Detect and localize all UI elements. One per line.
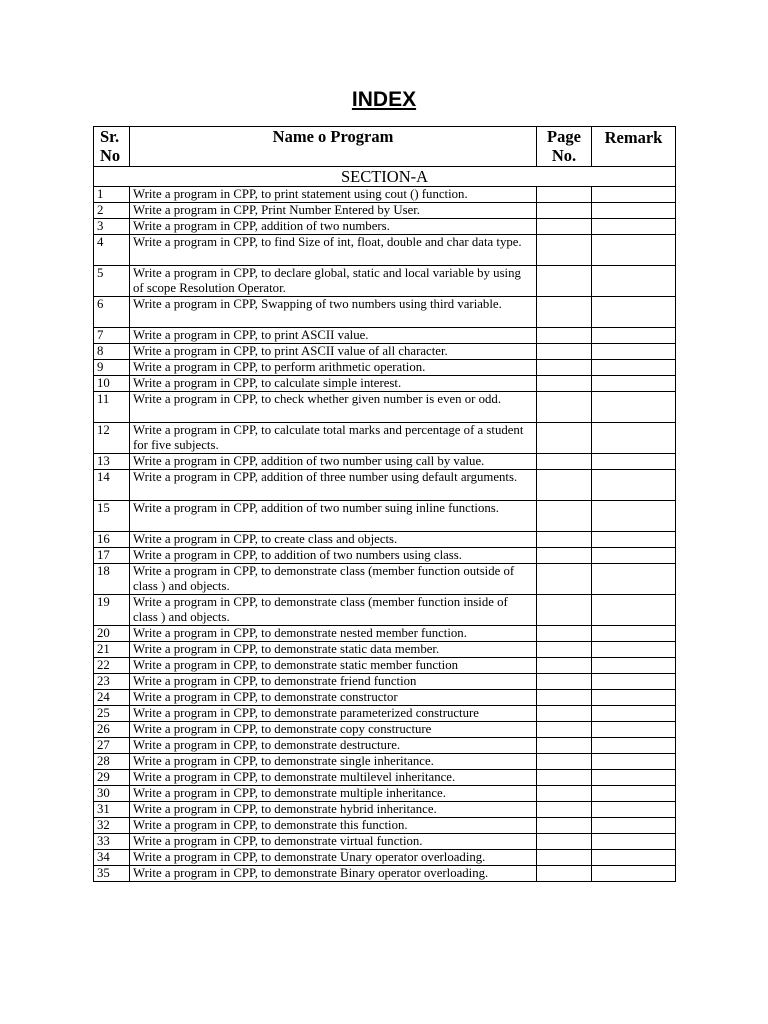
table-row	[94, 235, 676, 266]
row-remark	[592, 770, 676, 786]
row-program-name: Write a program in CPP, addition of two number using call by value.	[130, 454, 537, 470]
table-row	[94, 548, 676, 564]
row-sr-no: 12	[94, 423, 130, 454]
row-sr-no: 25	[94, 706, 130, 722]
row-sr-no: 24	[94, 690, 130, 706]
table-row	[94, 470, 676, 501]
table-row	[94, 564, 676, 595]
row-program-name: Write a program in CPP, to demonstrate multiple inheritance.	[130, 786, 537, 802]
row-sr-no: 23	[94, 674, 130, 690]
row-program-name: Write a program in CPP, to find Size of int, float, double and char data type.	[130, 235, 537, 266]
row-sr-no: 15	[94, 501, 130, 532]
row-page-no	[537, 595, 592, 626]
row-program-name: Write a program in CPP, to declare global, static and local variable by using of scope Resolution Operator.	[130, 266, 537, 297]
header-page-no: Page No.	[537, 127, 592, 167]
table-row	[94, 706, 676, 722]
row-program-name: Write a program in CPP, to check whether given number is even or odd.	[130, 392, 537, 423]
row-sr-no: 28	[94, 754, 130, 770]
table-row	[94, 738, 676, 754]
row-sr-no: 33	[94, 834, 130, 850]
row-program-name: Write a program in CPP, Print Number Entered by User.	[130, 203, 537, 219]
table-row	[94, 501, 676, 532]
row-remark	[592, 786, 676, 802]
row-program-name: Write a program in CPP, to demonstrate this function.	[130, 818, 537, 834]
row-remark	[592, 548, 676, 564]
row-page-no	[537, 818, 592, 834]
row-page-no	[537, 642, 592, 658]
row-program-name: Write a program in CPP, to demonstrate hybrid inheritance.	[130, 802, 537, 818]
table-row	[94, 344, 676, 360]
row-remark	[592, 532, 676, 548]
row-sr-no: 13	[94, 454, 130, 470]
row-page-no	[537, 658, 592, 674]
row-page-no	[537, 850, 592, 866]
table-row	[94, 866, 676, 882]
row-program-name: Write a program in CPP, to calculate total marks and percentage of a student for five subjects.	[130, 423, 537, 454]
row-remark	[592, 595, 676, 626]
row-page-no	[537, 564, 592, 595]
row-sr-no: 8	[94, 344, 130, 360]
row-sr-no: 10	[94, 376, 130, 392]
row-page-no	[537, 548, 592, 564]
row-page-no	[537, 722, 592, 738]
row-page-no	[537, 470, 592, 501]
row-page-no	[537, 690, 592, 706]
row-remark	[592, 564, 676, 595]
table-row	[94, 392, 676, 423]
row-program-name: Write a program in CPP, to demonstrate static member function	[130, 658, 537, 674]
row-sr-no: 3	[94, 219, 130, 235]
row-remark	[592, 706, 676, 722]
table-row	[94, 850, 676, 866]
section-heading: SECTION-A	[94, 167, 676, 187]
row-sr-no: 32	[94, 818, 130, 834]
row-remark	[592, 423, 676, 454]
row-page-no	[537, 297, 592, 328]
row-page-no	[537, 266, 592, 297]
row-program-name: Write a program in CPP, to print ASCII value.	[130, 328, 537, 344]
row-remark	[592, 690, 676, 706]
table-row	[94, 266, 676, 297]
row-sr-no: 29	[94, 770, 130, 786]
row-page-no	[537, 754, 592, 770]
row-sr-no: 21	[94, 642, 130, 658]
table-row	[94, 754, 676, 770]
row-remark	[592, 674, 676, 690]
table-body	[94, 167, 676, 882]
table-row	[94, 297, 676, 328]
row-page-no	[537, 786, 592, 802]
row-program-name: Write a program in CPP, addition of three number using default arguments.	[130, 470, 537, 501]
row-page-no	[537, 706, 592, 722]
page-title: INDEX	[351, 88, 417, 111]
row-sr-no: 7	[94, 328, 130, 344]
row-remark	[592, 454, 676, 470]
row-sr-no: 31	[94, 802, 130, 818]
row-remark	[592, 219, 676, 235]
row-remark	[592, 642, 676, 658]
row-page-no	[537, 344, 592, 360]
row-program-name: Write a program in CPP, to demonstrate parameterized constructure	[130, 706, 537, 722]
row-program-name: Write a program in CPP, to demonstrate static data member.	[130, 642, 537, 658]
row-page-no	[537, 360, 592, 376]
row-sr-no: 16	[94, 532, 130, 548]
row-page-no	[537, 203, 592, 219]
row-program-name: Write a program in CPP, to print ASCII value of all character.	[130, 344, 537, 360]
row-remark	[592, 470, 676, 501]
row-remark	[592, 203, 676, 219]
table-row	[94, 658, 676, 674]
row-sr-no: 30	[94, 786, 130, 802]
row-sr-no: 27	[94, 738, 130, 754]
row-page-no	[537, 770, 592, 786]
row-program-name: Write a program in CPP, to demonstrate multilevel inheritance.	[130, 770, 537, 786]
row-page-no	[537, 423, 592, 454]
table-row	[94, 626, 676, 642]
row-program-name: Write a program in CPP, Swapping of two numbers using third variable.	[130, 297, 537, 328]
table-row	[94, 376, 676, 392]
header-name-of-program: Name o Program	[130, 127, 537, 167]
table-row	[94, 802, 676, 818]
row-program-name: Write a program in CPP, to demonstrate single inheritance.	[130, 754, 537, 770]
row-remark	[592, 738, 676, 754]
row-program-name: Write a program in CPP, to demonstrate nested member function.	[130, 626, 537, 642]
row-remark	[592, 360, 676, 376]
table-row	[94, 786, 676, 802]
row-program-name: Write a program in CPP, to addition of two numbers using class.	[130, 548, 537, 564]
row-remark	[592, 235, 676, 266]
row-sr-no: 5	[94, 266, 130, 297]
row-program-name: Write a program in CPP, to demonstrate Binary operator overloading.	[130, 866, 537, 882]
row-sr-no: 18	[94, 564, 130, 595]
row-page-no	[537, 454, 592, 470]
row-remark	[592, 187, 676, 203]
row-program-name: Write a program in CPP, to create class and objects.	[130, 532, 537, 548]
row-sr-no: 2	[94, 203, 130, 219]
row-program-name: Write a program in CPP, to demonstrate class (member function inside of class ) and objects.	[130, 595, 537, 626]
table-row	[94, 674, 676, 690]
table-row	[94, 770, 676, 786]
row-sr-no: 26	[94, 722, 130, 738]
row-page-no	[537, 376, 592, 392]
row-page-no	[537, 187, 592, 203]
row-page-no	[537, 674, 592, 690]
table-row	[94, 642, 676, 658]
row-sr-no: 17	[94, 548, 130, 564]
table-row	[94, 219, 676, 235]
row-remark	[592, 297, 676, 328]
table-row	[94, 722, 676, 738]
row-sr-no: 14	[94, 470, 130, 501]
table-row	[94, 595, 676, 626]
row-remark	[592, 722, 676, 738]
row-page-no	[537, 219, 592, 235]
row-program-name: Write a program in CPP, to perform arithmetic operation.	[130, 360, 537, 376]
row-remark	[592, 834, 676, 850]
table-header	[94, 127, 676, 167]
table-row	[94, 423, 676, 454]
table-row	[94, 532, 676, 548]
row-remark	[592, 802, 676, 818]
table-row	[94, 454, 676, 470]
row-remark	[592, 866, 676, 882]
row-page-no	[537, 626, 592, 642]
row-sr-no: 6	[94, 297, 130, 328]
row-remark	[592, 818, 676, 834]
row-sr-no: 35	[94, 866, 130, 882]
row-program-name: Write a program in CPP, to demonstrate virtual function.	[130, 834, 537, 850]
row-sr-no: 34	[94, 850, 130, 866]
row-sr-no: 9	[94, 360, 130, 376]
table-row	[94, 203, 676, 219]
row-program-name: Write a program in CPP, to demonstrate class (member function outside of class ) and objects.	[130, 564, 537, 595]
row-sr-no: 19	[94, 595, 130, 626]
row-remark	[592, 754, 676, 770]
row-sr-no: 22	[94, 658, 130, 674]
section-row	[94, 167, 676, 187]
row-program-name: Write a program in CPP, to demonstrate destructure.	[130, 738, 537, 754]
row-sr-no: 4	[94, 235, 130, 266]
row-sr-no: 20	[94, 626, 130, 642]
row-page-no	[537, 802, 592, 818]
row-page-no	[537, 235, 592, 266]
row-page-no	[537, 392, 592, 423]
row-program-name: Write a program in CPP, addition of two numbers.	[130, 219, 537, 235]
row-program-name: Write a program in CPP, to demonstrate friend function	[130, 674, 537, 690]
row-sr-no: 11	[94, 392, 130, 423]
index-table	[93, 126, 676, 882]
header-remark: Remark	[592, 127, 676, 167]
table-row	[94, 818, 676, 834]
row-page-no	[537, 738, 592, 754]
row-program-name: Write a program in CPP, to demonstrate Unary operator overloading.	[130, 850, 537, 866]
row-page-no	[537, 866, 592, 882]
row-page-no	[537, 501, 592, 532]
row-program-name: Write a program in CPP, to demonstrate constructor	[130, 690, 537, 706]
row-remark	[592, 850, 676, 866]
table-row	[94, 834, 676, 850]
row-page-no	[537, 532, 592, 548]
row-remark	[592, 626, 676, 642]
row-program-name: Write a program in CPP, addition of two number suing inline functions.	[130, 501, 537, 532]
row-sr-no: 1	[94, 187, 130, 203]
table-row	[94, 360, 676, 376]
row-remark	[592, 266, 676, 297]
row-remark	[592, 501, 676, 532]
row-page-no	[537, 834, 592, 850]
row-program-name: Write a program in CPP, to demonstrate copy constructure	[130, 722, 537, 738]
row-program-name: Write a program in CPP, to calculate simple interest.	[130, 376, 537, 392]
header-sr-no: Sr. No	[94, 127, 130, 167]
row-remark	[592, 658, 676, 674]
row-program-name: Write a program in CPP, to print statement using cout () function.	[130, 187, 537, 203]
row-remark	[592, 392, 676, 423]
table-row	[94, 690, 676, 706]
table-row	[94, 187, 676, 203]
row-page-no	[537, 328, 592, 344]
row-remark	[592, 344, 676, 360]
table-row	[94, 328, 676, 344]
row-remark	[592, 328, 676, 344]
row-remark	[592, 376, 676, 392]
